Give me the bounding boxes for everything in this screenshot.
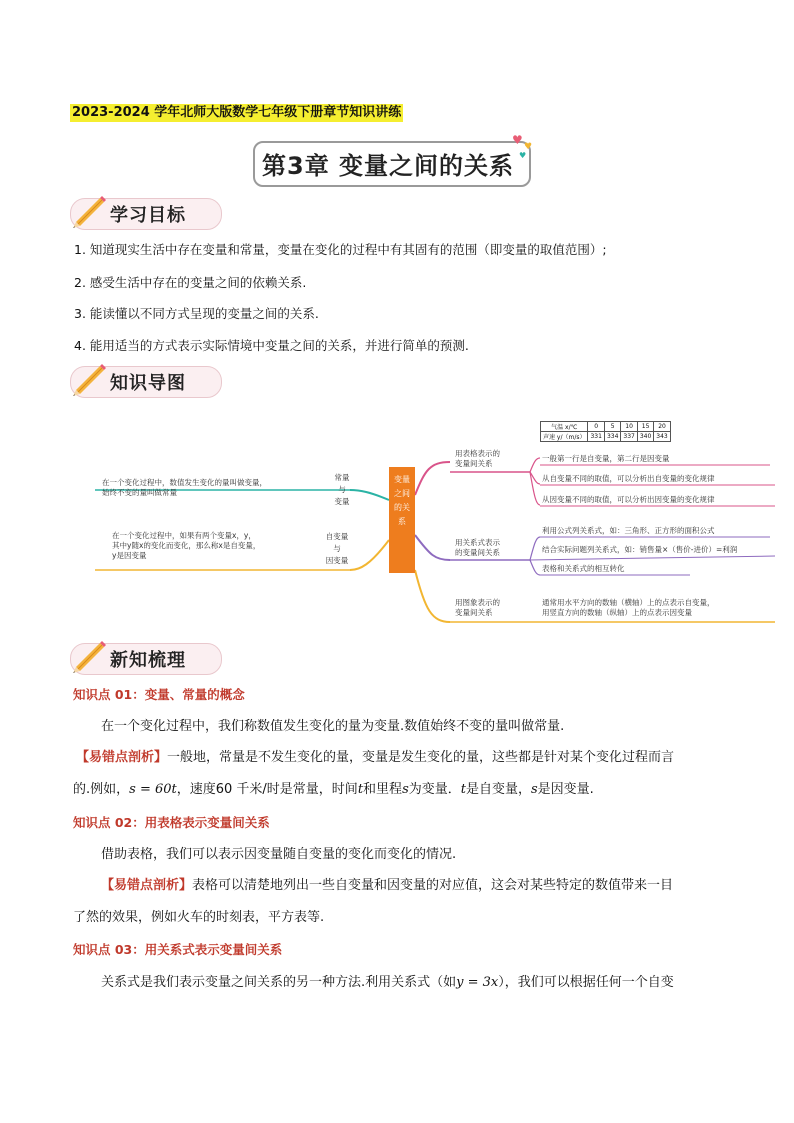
paragraph: 了然的效果，例如火车的时刻表，平方表等. [73, 910, 325, 925]
section-title-new-knowledge: 新知梳理 [110, 650, 186, 671]
objective-item: 3. 能读懂以不同方式呈现的变量之间的关系. [74, 306, 319, 321]
paragraph: 借助表格，我们可以表示因变量随自变量的变化而变化的情况. [101, 847, 457, 862]
mindmap-right-node: 用图象表示的 变量间关系 [455, 598, 500, 617]
mindmap-desc: 在一个变化过程中，如果有两个变量x，y， 其中y随x的变化而变化，那么称x是自变量， y是因变量 [112, 531, 261, 560]
mindmap-leaf: 表格和关系式的相互转化 [542, 564, 625, 573]
objective-item: 1. 知道现实生活中存在变量和常量，变量在变化的过程中有其固有的范围（即变量的取值范围）; [74, 242, 607, 257]
knowledge-point-heading: 知识点 03：用关系式表示变量间关系 [73, 942, 283, 957]
heart-icon: ♥ [512, 133, 523, 147]
paragraph: 【易错点剖析】一般地，常量是不发生变化的量，变量是发生变化的量，这些都是针对某个变化过程而言 [76, 750, 675, 765]
heart-icon: ♥ [524, 142, 533, 152]
document-title: 2023-2024 学年北师大版数学七年级下册章节知识讲练 [72, 105, 402, 120]
paragraph: 的.例如，s = 60t，速度60 千米/时是常量，时间t和里程s为变量．t是自变量，s是因变量. [73, 782, 594, 797]
mindmap-leaf: 结合实际问题列关系式，如：销售量×（售价-进价）=利润 [542, 545, 738, 554]
mindmap-right-node: 用关系式表示 的变量间关系 [455, 538, 500, 557]
mindmap-right-node: 用表格表示的 变量间关系 [455, 449, 500, 468]
paragraph: 【易错点剖析】表格可以清楚地列出一些自变量和因变量的对应值，这会对某些特定的数值带来一目 [101, 878, 674, 893]
mindmap-leaf: 通常用水平方向的数轴（横轴）上的点表示自变量， 用竖直方向的数轴（纵轴）上的点表示因变量 [542, 598, 715, 617]
section-title-objectives: 学习目标 [110, 205, 186, 226]
objective-item: 4. 能用适当的方式表示实际情境中变量之间的关系，并进行简单的预测. [74, 338, 469, 353]
section-title-mindmap: 知识导图 [110, 373, 186, 394]
mindmap-left-node: 自变量 与 因变量 [325, 532, 349, 565]
paragraph: 关系式是我们表示变量之间关系的另一种方法.利用关系式（如y = 3x），我们可以根据任何一个自变 [101, 975, 674, 990]
objective-item: 2. 感受生活中存在的变量之间的依赖关系. [74, 275, 307, 290]
paragraph: 在一个变化过程中，我们称数值发生变化的量为变量.数值始终不变的量叫做常量. [101, 719, 565, 734]
mindmap-desc: 在一个变化过程中，数值发生变化的量叫做变量， 始终不变的量叫做常量 [102, 478, 267, 497]
mindmap-leaf: 利用公式列关系式，如：三角形、正方形的面积公式 [542, 526, 715, 535]
knowledge-point-heading: 知识点 01：变量、常量的概念 [73, 687, 245, 702]
heart-icon: ♥ [519, 151, 527, 160]
mindmap-leaf: 从因变量不同的取值，可以分析出因变量的变化规律 [542, 495, 715, 504]
mindmap-leaf: 从自变量不同的取值，可以分析出自变量的变化规律 [542, 474, 715, 483]
mindmap-leaf: 一般第一行是自变量，第二行是因变量 [542, 454, 670, 463]
mindmap-left-node: 常量 与 变量 [334, 473, 350, 506]
pencil-icon [70, 637, 108, 675]
mindmap-center-label: 变量之间的关系 [394, 475, 410, 526]
chapter-title: 第3章 变量之间的关系 [262, 152, 515, 180]
mindmap-example-table: 气温 x/℃ 0 5 10 15 20 声速 y/（m/s） 331 334 337 340 343 [540, 421, 671, 442]
knowledge-point-heading: 知识点 02：用表格表示变量间关系 [73, 815, 270, 830]
